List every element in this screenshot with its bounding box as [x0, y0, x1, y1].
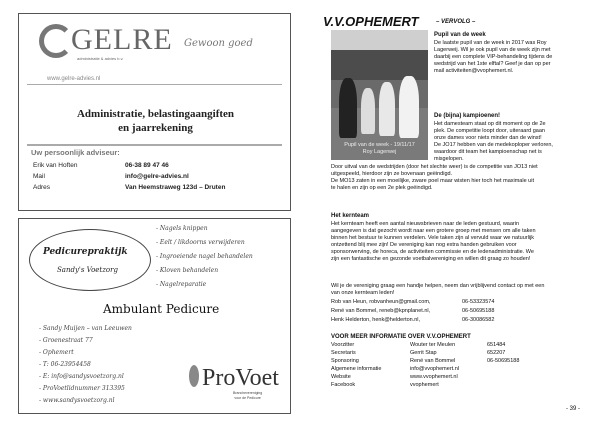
text-line: waardoor dit team het kampioenschap net is: [434, 149, 542, 156]
text-line: ontzettend blij mee zijn! De vereniging kan nog extra handen gebruiken voor: [331, 242, 517, 249]
gelre-row-value: Van Heemstraweg 123d – Druten: [125, 184, 226, 191]
provoet-logo: ProVoet: [202, 365, 279, 391]
text-line: misgelopen.: [434, 156, 464, 163]
text-line: uitgespeeld, hierdoor zijn ze bovenaan geëindigd.: [331, 171, 453, 178]
pedicure-contact-line: - ProVoetlidnummer 313395: [39, 385, 125, 392]
page-title-sub: – VERVOLG –: [436, 19, 476, 25]
champ-text-full: [331, 164, 538, 192]
member-name[interactable]: Rob van Heun, robvanheun@gmail.com,: [331, 299, 431, 305]
gelre-brand: GELRE: [71, 23, 173, 56]
photo-caption-line: Roy Lagerwej: [362, 149, 397, 155]
gelre-row-label: Adres: [33, 184, 50, 191]
champ-heading: De (bijna) kampioenen!: [434, 113, 501, 119]
text-line: De JO17 hebben van de medekoploper verloren,: [434, 142, 553, 149]
provoet-foot-icon: [189, 365, 199, 387]
pedicure-title: Pedicurepraktijk: [43, 247, 128, 257]
pedicure-contact-line: - Ophemert: [39, 349, 74, 356]
text-line: binnen het bestuur te kunnen verdelen. Vele taken zijn al vervuld waar we natuurlijk: [331, 235, 535, 242]
gelre-url[interactable]: www.gelre-advies.nl: [47, 76, 101, 82]
photo-person: [339, 78, 357, 138]
info-value: René van Bommel: [410, 358, 456, 364]
pedicure-service: - Ingroeiende nagel behandelen: [156, 253, 253, 260]
info-value[interactable]: vvophemert: [410, 382, 439, 388]
text-line: van onze kernteam leden!: [331, 290, 395, 297]
pupil-photo: [331, 30, 428, 160]
text-line: Het kernteam heeft een aantal nieuwsbrieven naar de leden gestuurd, waarin: [331, 221, 520, 227]
provoet-sub-line: voor de Pedicure: [234, 396, 261, 400]
pupil-text: [434, 40, 552, 75]
info-label: Secretaris: [331, 350, 356, 356]
provoet-subtitle: [233, 391, 262, 401]
info-label: Voorzitter: [331, 342, 355, 348]
gelre-advisor-label: Uw persoonlijk adviseur:: [31, 148, 120, 157]
text-line: plek. De competitie loopt door, uiteraard gaan: [434, 128, 545, 135]
pedicure-advertisement: [18, 218, 291, 414]
text-line: Door uitval van de wedstrijden (door het slechte weer) is de competitie van JO13 niet: [331, 164, 538, 170]
photo-caption: [331, 142, 428, 156]
info-label: Facebook: [331, 382, 356, 388]
info-label: Website: [331, 374, 351, 380]
page-number: - 39 -: [566, 406, 581, 412]
kern-text: [331, 221, 536, 264]
pedicure-logo-oval: [29, 229, 151, 291]
pedicure-contact-line[interactable]: - www.sandysvoetzorg.nl: [39, 397, 115, 404]
gelre-divider: [27, 84, 282, 85]
photo-person: [379, 82, 395, 136]
member-phone: 06-53323574: [462, 299, 495, 305]
pedicure-contact-line[interactable]: - E: info@sandysvoetzorg.nl: [39, 373, 124, 380]
photo-trees: [331, 50, 428, 80]
member-name[interactable]: Henk Helderton, henk@helderton.nl,: [331, 317, 421, 323]
help-text: [331, 283, 544, 297]
gelre-advertisement: [18, 13, 291, 211]
text-line: sponsorwerving, de horeca, de activiteiten commissie en de ledenadministratie. We: [331, 249, 534, 256]
page-title: V.V.OPHEMERT: [323, 14, 419, 29]
text-line: Wil je de vereniging graag een handje helpen, neem dan vrijblijvend contact op met een: [331, 283, 545, 289]
text-line: Lagerweij. Wil je ook pupil van de week zijn met: [434, 47, 551, 54]
info-value[interactable]: info@vvophemert.nl: [410, 366, 459, 372]
gelre-row-value: 06-38 89 47 46: [125, 162, 169, 169]
pedicure-service: - Nagelreparatie: [156, 281, 207, 288]
member-name[interactable]: René van Bommel, reneb@kpnplanet.nl,: [331, 308, 431, 314]
photo-caption-line: Pupil van de week - 19/11/17: [344, 142, 415, 148]
kern-heading: Het kernteam: [331, 213, 370, 219]
text-line: zijn een fantastische en gezonde voetbalvereniging en willen dit graag zo houden!: [331, 256, 531, 263]
pedicure-service: - Nagels knippen: [156, 225, 208, 232]
provoet-sub-line: Branchevereniging: [233, 391, 263, 395]
info-heading: VOOR MEER INFORMATIE OVER V.V.OPHEMERT: [331, 334, 471, 340]
pedicure-contact-line: - Sandy Muijen – van Leeuwen: [39, 325, 132, 332]
photo-person: [399, 76, 419, 138]
info-extra: 652207: [487, 350, 506, 356]
member-phone: 06-50695188: [462, 308, 495, 314]
gelre-brand-sub: administratie & advies b.v.: [77, 56, 124, 61]
text-line: onze dames voor niets minder dan de winst!: [434, 135, 542, 142]
gelre-heading-1: Administratie, belastingaangiften: [76, 108, 235, 120]
text-line: mail activiteiten@vvophemert.nl.: [434, 68, 514, 75]
gelre-slogan: Gewoon goed: [184, 38, 253, 49]
info-label: Algemene informatie: [331, 366, 382, 372]
info-value[interactable]: www.vvophemert.nl: [410, 374, 458, 380]
photo-person: [361, 88, 375, 134]
member-phone: 06-30086582: [462, 317, 495, 323]
gelre-row-label: Erik van Hoften: [33, 162, 78, 169]
text-line: Het damesteam staat op dit moment op de 2e: [434, 121, 546, 127]
info-extra: 06-50695188: [487, 358, 520, 364]
gelre-separator: [27, 144, 282, 146]
text-line: De MO13 zaten in een moeilijke, zware poel maar wisten hier toch het maximale uit: [331, 178, 534, 185]
text-line: wedstrijd van het 1ste elftal? Geef je dan op per: [434, 61, 551, 68]
text-line: De laatste pupil van de week in 2017 was Roy: [434, 40, 547, 46]
pedicure-contact-line: - Groenestraat 77: [39, 337, 93, 344]
pedicure-contact-line: - T: 06-23954458: [39, 361, 91, 368]
gelre-logo-icon: [39, 24, 73, 58]
text-line: aangegeven is dat gezocht wordt naar een grotere groep met mensen om alle taken: [331, 228, 536, 235]
text-line: te halen en zijn op een 2e plek geëindigd.: [331, 185, 433, 192]
gelre-row-label: Mail: [33, 173, 45, 180]
info-value: Gerrit Stap: [410, 350, 437, 356]
pedicure-subtitle: Sandy's Voetzorg: [57, 266, 118, 274]
pedicure-service: - Eelt / likdoorns verwijderen: [156, 239, 245, 246]
gelre-row-value[interactable]: info@gelre-advies.nl: [125, 173, 189, 180]
ambulant-heading: Ambulant Pedicure: [103, 302, 220, 316]
pupil-heading: Pupil van de week: [434, 32, 486, 38]
info-label: Sponsoring: [331, 358, 359, 364]
info-value: Wouter ter Meulen: [410, 342, 456, 348]
gelre-heading-2: en jaarrekening: [118, 122, 193, 134]
info-extra: 651484: [487, 342, 506, 348]
text-line: daarbij een complete VIP-behandeling tijdens de: [434, 54, 553, 61]
champ-text: [434, 121, 553, 164]
pedicure-service: - Kloven behandelen: [156, 267, 219, 274]
